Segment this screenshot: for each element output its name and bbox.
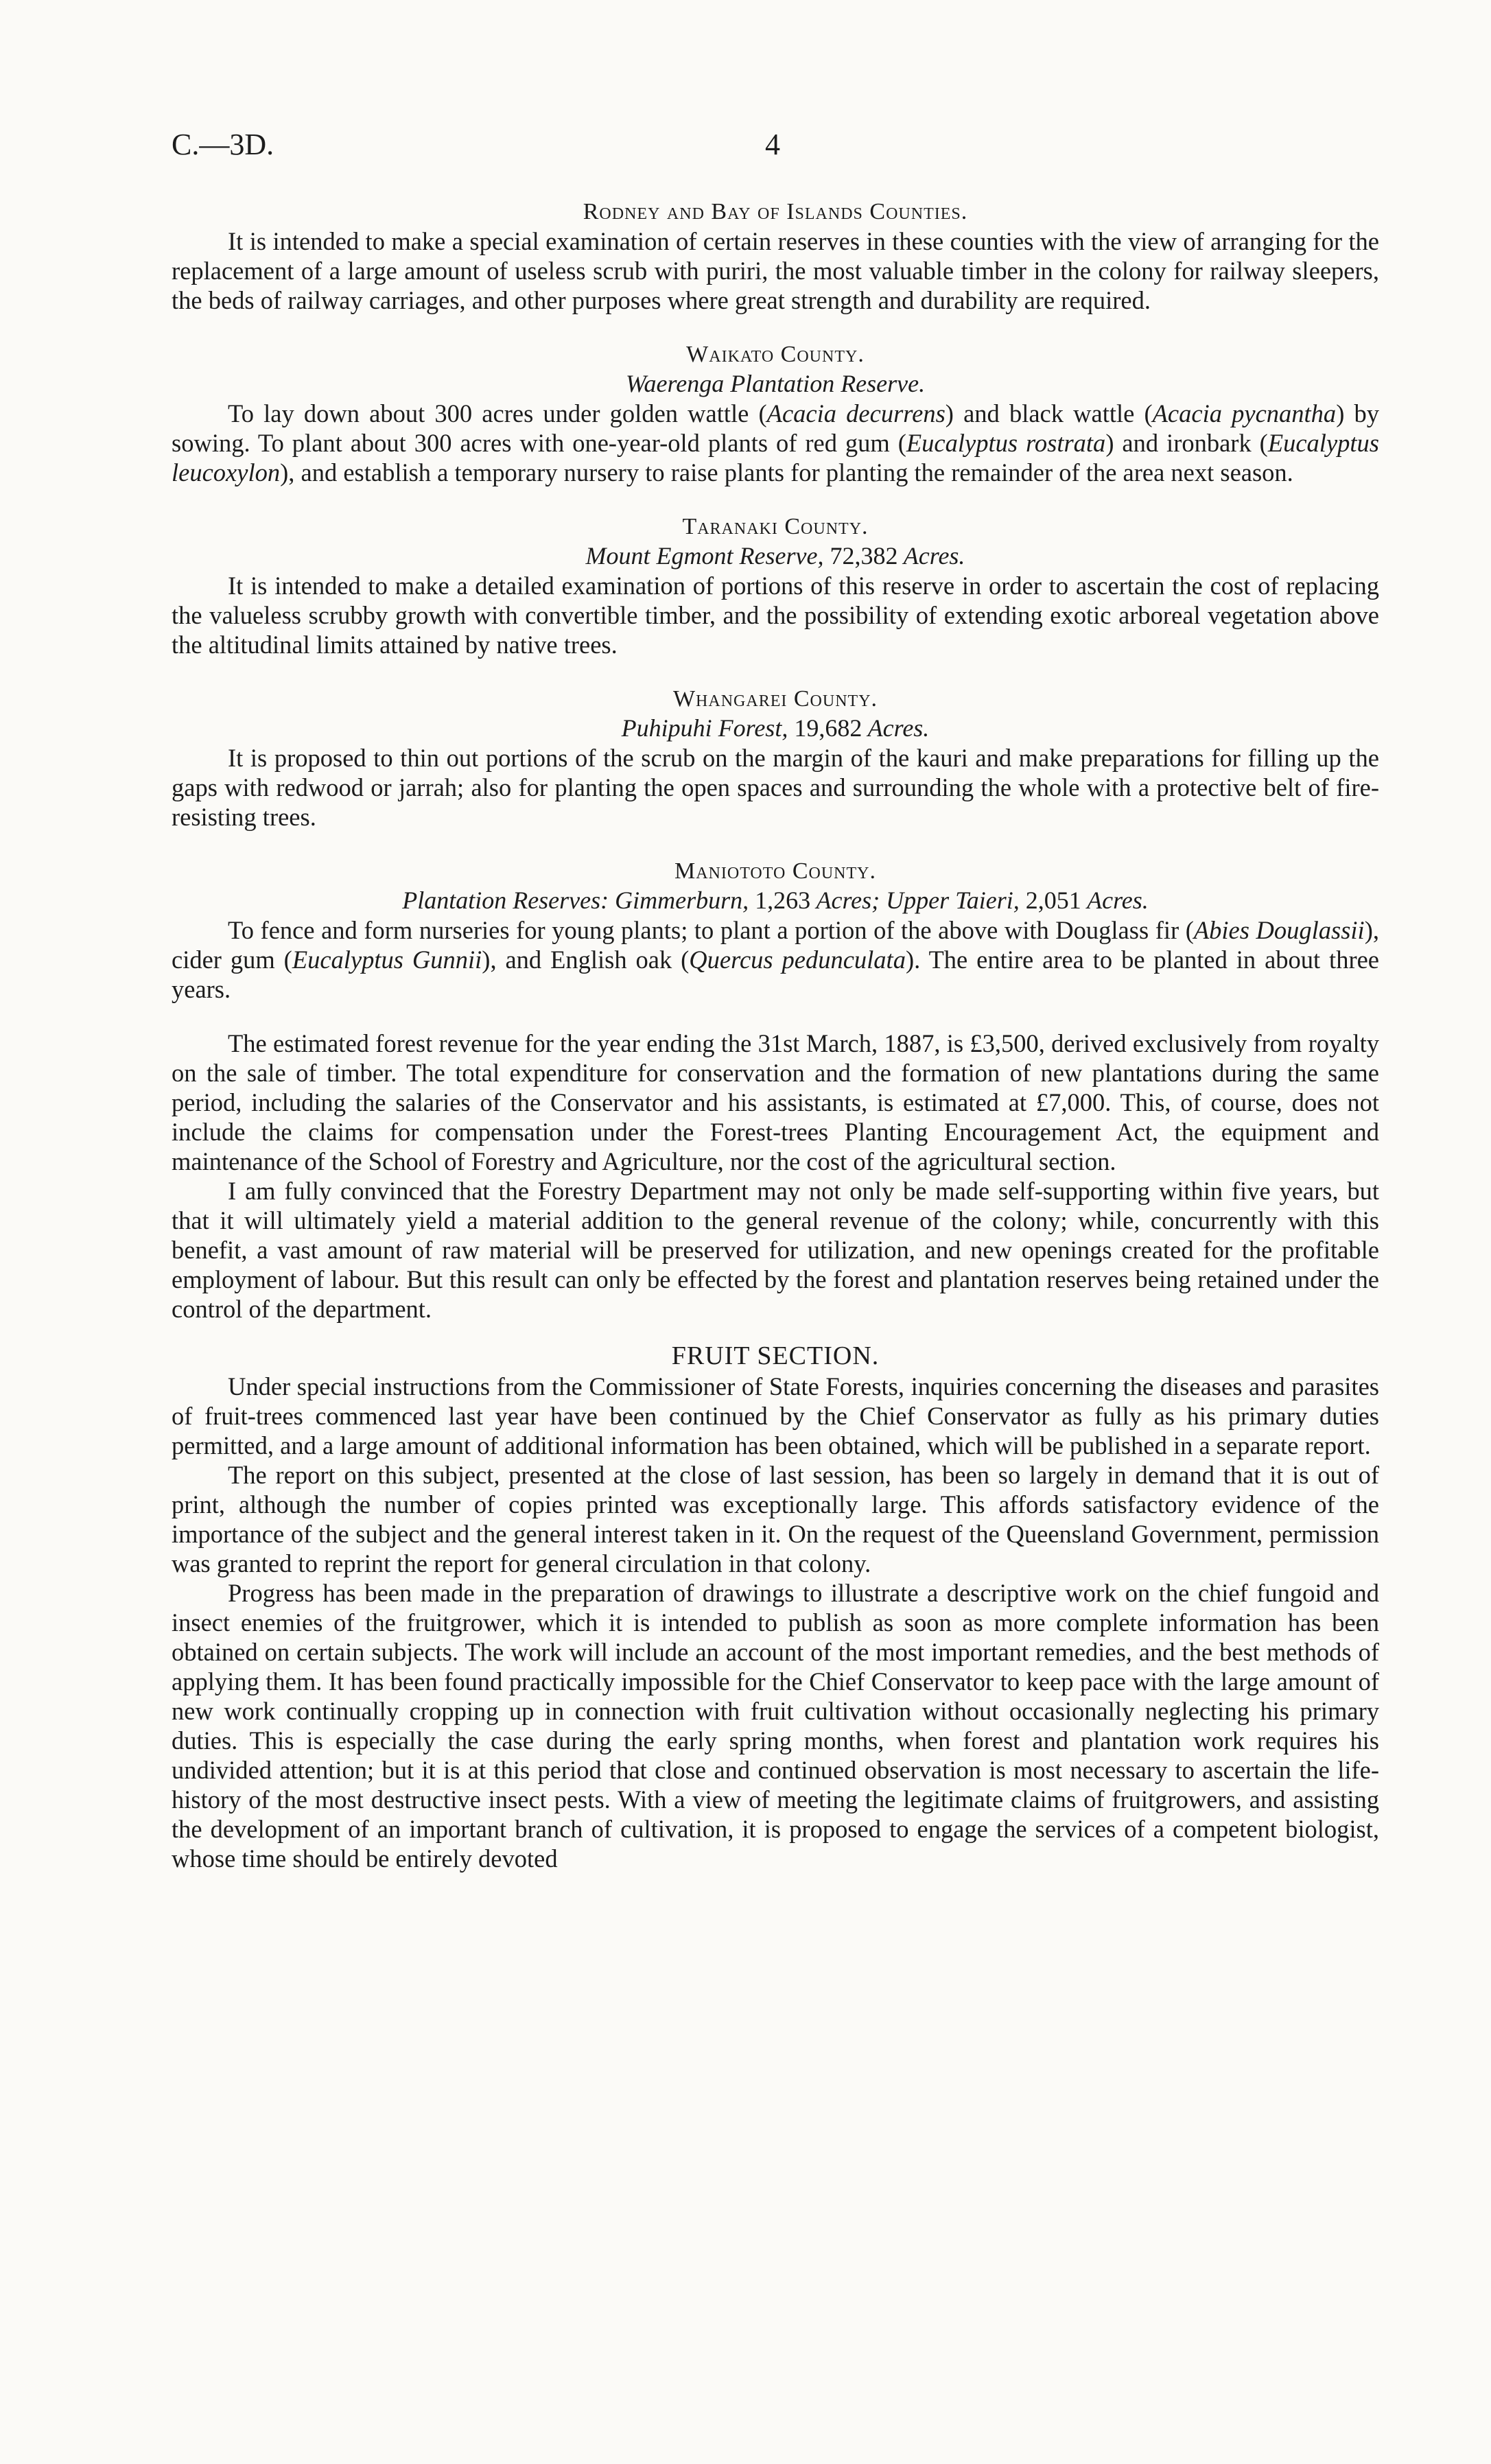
species-name: Acacia pycnantha [1152, 399, 1337, 427]
species-name: Acacia decurrens [766, 399, 946, 427]
species-name: Abies Douglassii [1193, 916, 1365, 944]
paragraph-waikato: To lay down about 300 acres under golden wattle (Acacia decurrens) and black wattle (Acacia pycnantha) by sowing. To plant about 300 acres with one-year-old plants of red gum (Eucalyptus rostrata) and ironbark (Eucalyptus leucoxylon), and establish a temporary nursery to raise plants for planting the remainder of the area next season. [172, 399, 1379, 486]
species-name: Quercus pedunculata [689, 946, 906, 974]
document-reference: C.—3D. [172, 128, 274, 161]
document-page [172, 127, 1379, 1873]
paragraph-fruit-3: Progress has been made in the preparation of drawings to illustrate a descriptive work on the chief fungoid and insect enemies of the fruitgrower, which it is intended to publish as soon as more complete information has been obtained on certain subjects. The work will include an account of the most important remedies, and the best methods of applying them. It has been found practically impossible for the Chief Conservator to keep pace with the large amount of new work continually cropping up in connection with fruit cultivation without occasionally neglecting his primary duties. This is especially the case during the early spring months, when forest and plantation work requires his undivided attention; but it is at this period that close and continued observation is most necessary to ascertain the life-history of the most destructive insect pests. With a view of meeting the legitimate claims of fruitgrowers, and assisting the development of an important branch of cultivation, it is proposed to engage the services of a competent biologist, whose time should be entirely devoted [172, 1579, 1379, 1873]
paragraph-fruit-1: Under special instructions from the Commissioner of State Forests, inquiries concerning the diseases and parasites of fruit-trees commenced last year have been continued by the Chief Conservator as fully as his primary duties permitted, and a large amount of additional information has been obtained, which will be published in a separate report. [172, 1372, 1379, 1459]
paragraph-maniototo: To fence and form nurseries for young plants; to plant a portion of the above with Douglass fir (Abies Douglassii), cider gum (Eucalyptus Gunnii), and English oak (Quercus pedunculata). The entire area to be planted in about three years. [172, 916, 1380, 1003]
page-header [172, 127, 1379, 168]
paragraph-revenue: The estimated forest revenue for the year ending the 31st March, 1887, is £3,500, derived exclusively from royalty on the sale of timber. The total expenditure for conservation and the formation of new plantations during the same period, including the salaries of the Conservator and his assistants, is estimated at £7,000. This, of course, does not include the claims for compensation under the Forest-trees Planting Encouragement Act, the equipment and maintenance of the School of Forestry and Agriculture, nor the cost of the agricultural section. [172, 1029, 1379, 1175]
heading-taranaki: Taranaki County. [682, 514, 869, 539]
subheading-mount-egmont: Mount Egmont Reserve, 72,382 Acres. [585, 542, 965, 570]
heading-whangarei: Whangarei County. [672, 686, 878, 712]
subheading-puhipuhi: Puhipuhi Forest, 19,682 Acres. [621, 714, 930, 742]
species-name: Eucalyptus leucoxylon [172, 429, 1379, 486]
paragraph-whangarei: It is proposed to thin out portions of the scrub on the margin of the kauri and make preparations for filling up the gaps with redwood or jarrah; also for planting the open spaces and surrounding the whole with a protective belt of fire-resisting trees. [172, 744, 1379, 831]
species-name: Eucalyptus Gunnii [292, 946, 482, 974]
page-number: 4 [765, 128, 780, 161]
subheading-plantation-reserves: Plantation Reserves: Gimmerburn, 1,263 Acres; Upper Taieri, 2,051 Acres. [402, 887, 1149, 914]
heading-waikato: Waikato County. [686, 342, 865, 367]
heading-rodney: Rodney and Bay of Islands Counties. [583, 199, 968, 224]
paragraph-self-supporting: I am fully convinced that the Forestry Department may not only be made self-supporting within five years, but that it will ultimately yield a material addition to the general revenue of the colony; while, concurrently with this benefit, a vast amount of raw material will be preserved for utilization, and new openings created for the profitable employment of labour. But this result can only be effected by the forest and plantation reserves being retained under the control of the department. [172, 1177, 1379, 1323]
paragraph-rodney: It is intended to make a special examination of certain reserves in these counties with the view of arranging for the replacement of a large amount of useless scrub with puriri, the most valuable timber in the colony for railway sleepers, the beds of railway carriages, and other purposes where great strength and durability are required. [172, 227, 1379, 314]
paragraph-taranaki: It is intended to make a detailed examination of portions of this reserve in order to ascertain the cost of replacing the valueless scrubby growth with convertible timber, and the possibility of extending exotic arboreal vegetation above the altitudinal limits attained by native trees. [172, 572, 1379, 659]
heading-fruit-section: FRUIT SECTION. [671, 1341, 880, 1370]
paragraph-fruit-2: The report on this subject, presented at the close of last session, has been so largely in demand that it is out of print, although the number of copies printed was exceptionally large. This affords satisfactory evidence of the importance of the subject and the general interest taken in it. On the request of the Queensland Government, permission was granted to reprint the report for general circulation in that colony. [172, 1461, 1379, 1577]
heading-maniototo: Maniototo County. [674, 858, 876, 884]
species-name: Eucalyptus rostrata [906, 429, 1106, 457]
subheading-waerenga: Waerenga Plantation Reserve. [625, 370, 926, 397]
